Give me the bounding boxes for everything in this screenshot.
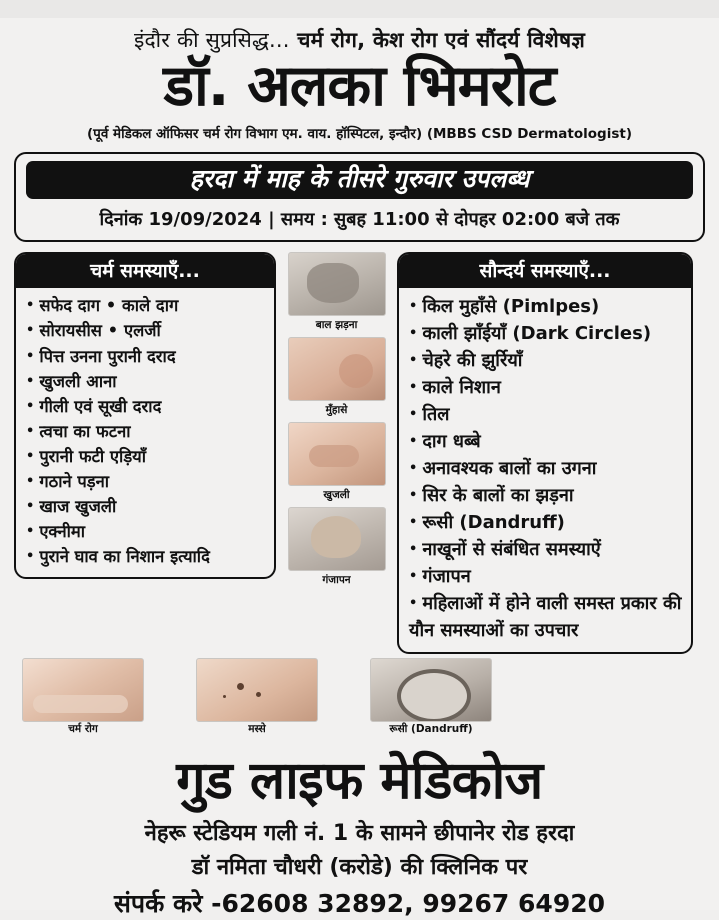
hairbrush-photo (288, 252, 386, 316)
list-item: • खाज खुजली (26, 494, 268, 519)
list-item: • एक्नीमा (26, 519, 268, 544)
doctor-name: डॉ. अलका भिमरोट (163, 53, 556, 120)
list-item: • पुराने घाव का निशान इत्यादि (26, 544, 268, 569)
itching-arm-photo (288, 422, 386, 486)
bottom-photo-item (196, 658, 318, 739)
list-item: • त्वचा का फटना (26, 419, 268, 444)
list-item: • चेहरे की झुर्रियाँ (409, 347, 685, 374)
contact-numbers: संपर्क करे -62608 32892, 99267 64920 (113, 889, 606, 919)
acne-face-photo (288, 337, 386, 401)
beauty-problems-list (399, 293, 691, 644)
list-item: • गठाने पड़ना (26, 469, 268, 494)
skin-problems-list (16, 293, 274, 569)
skin-problems-title: चर्म समस्याएँ... (16, 254, 274, 288)
list-item: • गीली एवं सूखी दराद (26, 394, 268, 419)
mole-photo (196, 658, 318, 722)
availability-datetime: दिनांक 19/09/2024 | समय : सुबह 11:00 से दोपहर 02:00 बजे तक (99, 209, 620, 231)
list-item: • गंजापन (409, 563, 685, 590)
top-margin-bar (0, 0, 719, 18)
bottom-photo-row (14, 658, 705, 739)
list-item: • रूसी (Dandruff) (409, 509, 685, 536)
bottom-photo-item (22, 658, 144, 739)
list-item: • पुरानी फटी एड़ियाँ (26, 444, 268, 469)
baldness-head-photo (288, 507, 386, 571)
beauty-problems-title: सौन्दर्य समस्याएँ... (399, 254, 691, 288)
tagline-prefix: इंदौर की सुप्रसिद्ध... (133, 28, 290, 52)
list-item: • अनावश्यक बालों का उगना (409, 455, 685, 482)
center-photo-strip (284, 252, 389, 590)
list-item: • खुजली आना (26, 369, 268, 394)
list-item: • महिलाओं में होने वाली समस्त प्रकार की यौन समस्याओं का उपचार (409, 590, 685, 644)
doctor-qualifications: (पूर्व मेडिकल ऑफिसर चर्म रोग विभाग एम. वाय. हॉस्पिटल, इन्दौर) (MBBS CSD Dermatologist) (87, 126, 632, 143)
list-item: • सोरायसीस • एलर्जी (26, 318, 268, 343)
list-item: • सफेद दाग • काले दाग (26, 293, 268, 318)
skin-problems-panel (14, 252, 276, 579)
list-item: • दाग धब्बे (409, 428, 685, 455)
list-item: • नाखूनों से संबंधित समस्याऐं (409, 536, 685, 563)
bottom-photo-item (370, 658, 492, 739)
dandruff-photo (370, 658, 492, 722)
photo-caption: रूसी (Dandruff) (389, 723, 473, 736)
photo-caption: गंजापन (322, 574, 351, 587)
list-item: • सिर के बालों का झड़ना (409, 482, 685, 509)
list-item: • काले निशान (409, 374, 685, 401)
photo-caption: बाल झड़ना (315, 319, 358, 332)
availability-headline: हरदा में माह के तीसरे गुरुवार उपलब्ध (26, 161, 693, 199)
availability-box (14, 152, 705, 242)
tagline-bold: चर्म रोग, केश रोग एवं सौंदर्य विशेषज्ञ (297, 28, 585, 52)
skin-disease-photo (22, 658, 144, 722)
address-line-2: डॉ नमिता चौधरी (करोडे) की क्लिनिक पर (191, 855, 528, 881)
list-item: • पित्त उनना पुरानी दराद (26, 344, 268, 369)
list-item: • किल मुहाँसे (Pimlpes) (409, 293, 685, 320)
photo-caption: मुँहासे (325, 404, 348, 417)
content-columns (14, 252, 705, 654)
photo-caption: खुजली (323, 489, 350, 502)
beauty-problems-panel (397, 252, 693, 654)
list-item: • तिल (409, 401, 685, 428)
list-item: • काली झाँईयाँ (Dark Circles) (409, 320, 685, 347)
shop-name: गुड लाइफ मेडिकोज (176, 751, 543, 812)
address-line-1: नेहरू स्टेडियम गली नं. 1 के सामने छीपानेर रोड हरदा (144, 821, 575, 847)
photo-caption: मस्से (248, 723, 266, 736)
photo-caption: चर्म रोग (68, 723, 98, 736)
tagline (14, 28, 705, 52)
